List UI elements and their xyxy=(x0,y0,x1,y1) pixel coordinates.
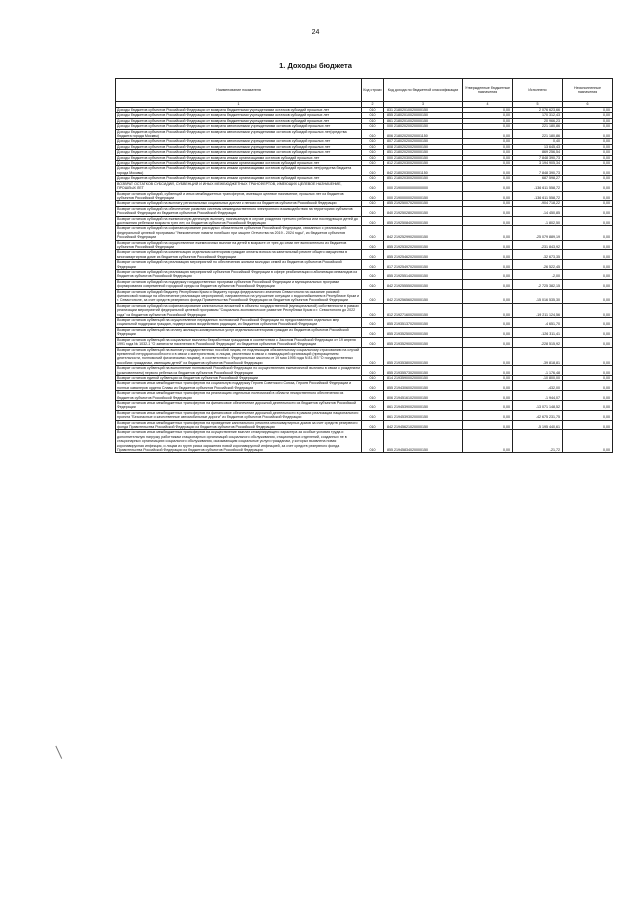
row-executed: 221 180,86 xyxy=(513,129,563,139)
column-number: 6 xyxy=(563,102,613,108)
row-line-code: 010 xyxy=(362,381,384,391)
row-unexecuted: 0,00 xyxy=(563,216,613,226)
row-executed: 7 848 390,73 xyxy=(513,155,563,160)
row-budget-code: 806 21945161020000150 xyxy=(384,391,463,401)
row-budget-code: 855 21925462020000150 xyxy=(384,250,463,260)
row-name: Доходы бюджетов субъектов Российской Федерации от возврата иными организациями остатков субсидий прошлых лет xyxy=(116,161,362,166)
row-unexecuted: 0,00 xyxy=(563,279,613,289)
row-executed: 20 966,23 xyxy=(513,118,563,123)
row-unexecuted: 0,00 xyxy=(563,327,613,337)
table-row xyxy=(116,270,613,280)
row-name: Доходы бюджетов субъектов Российской Федерации от возврата автономными учреждениями остатков субсидий прошлых лет(средства бюджета города Москвы) xyxy=(116,129,362,139)
row-budget-code: 855 21925007020000150 xyxy=(384,201,463,206)
row-budget-code: 812 21802030020000150 xyxy=(384,161,463,166)
row-approved: 0,00 xyxy=(463,420,513,430)
row-unexecuted: 0,00 xyxy=(563,270,613,280)
row-name: Возврат остатков субсидий на реализацию мероприятий субъектов Российской Федерации в сфере реабилитации и абилитации инвалидов из бюджетов субъектов Российской Федерации xyxy=(116,270,362,280)
row-budget-code: 855 21943060020000150 xyxy=(384,381,463,391)
column-number: 5 xyxy=(513,102,563,108)
row-executed: -5 195 440,61 xyxy=(513,420,563,430)
row-unexecuted: 0,00 xyxy=(563,150,613,155)
row-unexecuted: 0,00 xyxy=(563,206,613,216)
row-name: Доходы бюджетов субъектов Российской Федерации от возврата иными организациями остатков субсидий прошлых лет xyxy=(116,155,362,160)
row-line-code: 010 xyxy=(362,318,384,328)
table-row xyxy=(116,430,613,453)
table-row xyxy=(116,279,613,289)
row-name: Доходы бюджетов субъектов Российской Федерации от возврата иными организациями остатков субсидий прошлых лет(средства бюджета города Москвы) xyxy=(116,166,362,176)
row-budget-code: 831 21802010020000150 xyxy=(384,108,463,113)
row-approved: 0,00 xyxy=(463,113,513,118)
row-name: Возврат остатков субвенций на выплату государственных пособий лицам, не подлежащим обязательному социальному страхованию на случай временной нетрудоспособности и в связи с материнством, и лицам, уволенным в связи с ликвидацией организаций (прекращением деятельности, полномочий физическими лицами), в соответствии с Федеральным законом от 19 мая 1995 года N 81-ФЗ "О государственных пособиях гражданам, имеющим детей" из бюджетов субъектов Российской Федерации xyxy=(116,347,362,366)
row-line-code: 010 xyxy=(362,144,384,149)
row-unexecuted: 0,00 xyxy=(563,113,613,118)
row-budget-code: 855 21925302020000150 xyxy=(384,240,463,250)
row-unexecuted: 0,00 xyxy=(563,166,613,176)
row-line-code: 010 xyxy=(362,366,384,376)
row-line-code: 010 xyxy=(362,191,384,201)
column-number: 4 xyxy=(463,102,513,108)
row-line-code: 010 xyxy=(362,347,384,366)
row-line-code: 010 xyxy=(362,201,384,206)
row-unexecuted: 0,00 xyxy=(563,139,613,144)
row-name: Возврат остатков субвенций на выполнение полномочий Российской Федерации по осуществлению ежемесячной выплаты в связи с рождением (усыновлением) первого ребенка из бюджетов субъектов Российской Федерации xyxy=(117,366,360,375)
row-name: Возврат остатков иных межбюджетных трансфертов на финансовое обеспечение дорожной деятельности в рамках реализации национального проекта "Безопасные и качественные автомобильные дороги" из бюджетов субъектов Российской Федерации xyxy=(116,410,362,420)
row-budget-code: 817 21925497020000150 xyxy=(384,260,463,270)
row-name: Доходы бюджетов субъектов Российской Федерации от возврата бюджетными учреждениями остатков субсидий прошлых лет xyxy=(116,118,362,123)
row-executed: -4 651,70 xyxy=(513,318,563,328)
row-unexecuted: 0,00 xyxy=(563,118,613,123)
row-line-code: 010 xyxy=(362,250,384,260)
row-name: Доходы бюджетов субъектов Российской Федерации от возврата иными организациями остатков субсидий прошлых лет xyxy=(116,176,362,181)
row-unexecuted: 0,00 xyxy=(563,391,613,401)
row-executed: -1 944,07 xyxy=(513,391,563,401)
table-row xyxy=(116,400,613,410)
row-executed: -2,00 xyxy=(513,270,563,280)
row-executed: -13 071 148,52 xyxy=(513,400,563,410)
row-budget-code: 842 21925299020000150 xyxy=(384,226,463,240)
row-unexecuted: 0,00 xyxy=(563,201,613,206)
table-body xyxy=(116,108,613,453)
row-approved: 0,00 xyxy=(463,161,513,166)
row-budget-code: 842 21925555020000150 xyxy=(384,279,463,289)
row-line-code: 010 xyxy=(362,108,384,113)
row-name: Доходы бюджетов субъектов Российской Федерации от возврата автономными учреждениями остатков субсидий прошлых лет xyxy=(116,124,362,129)
row-unexecuted: 0,00 xyxy=(563,430,613,453)
row-budget-code: 855 21935250020000150 xyxy=(384,327,463,337)
table-row xyxy=(116,129,613,139)
row-line-code: 010 xyxy=(362,327,384,337)
row-budget-code: 855 21935380020000150 xyxy=(384,347,463,366)
row-unexecuted: 0,00 xyxy=(563,337,613,347)
row-budget-code: 000 21802020020000150 xyxy=(384,124,463,129)
row-unexecuted: 0,00 xyxy=(563,250,613,260)
row-budget-code: 851 21802020020000150 xyxy=(384,150,463,155)
table-row xyxy=(116,337,613,347)
row-executed: -42 675 231,75 xyxy=(513,410,563,420)
row-executed: -126 311,41 xyxy=(513,327,563,337)
table-row xyxy=(116,391,613,401)
row-budget-code: 855 21935290020000150 xyxy=(384,337,463,347)
row-line-code: 010 xyxy=(362,216,384,226)
row-name: Возврат остатков единой субвенции из бюджетов субъектов Российской Федерации xyxy=(116,375,362,380)
row-name: Возврат остатков иных межбюджетных трансфертов на реализацию отдельных полномочий в области лекарственного обеспечения из бюджетов субъектов Российской Федерации xyxy=(116,391,362,401)
row-name: Возврат остатков субсидий на ежемесячную денежную выплату, назначаемую в случае рождения третьего ребенка или последующих детей до достижения ребенком возраста трех лет, из бюджетов субъектов Российской Федерации xyxy=(116,216,362,226)
row-line-code: 010 xyxy=(362,139,384,144)
row-name: Возврат остатков субвенций на социальные выплаты безработным гражданам в соответствии с Законом Российской Федерации от 19 апреля 1991 года № 1032-1 "О занятости населения в Российской Федерации" из бюджетов субъектов Российской Федерации xyxy=(116,337,362,347)
row-budget-code: 861 21945393020000150 xyxy=(384,410,463,420)
table-row xyxy=(116,303,613,317)
row-line-code: 010 xyxy=(362,337,384,347)
row-unexecuted: 0,00 xyxy=(563,108,613,113)
row-budget-code: 812 21927160020000150 xyxy=(384,303,463,317)
table-row xyxy=(116,410,613,420)
row-executed: -32 673,35 xyxy=(513,250,563,260)
row-executed: -228 515,92 xyxy=(513,337,563,347)
row-budget-code: 855 21935573020000150 xyxy=(384,366,463,376)
table-row xyxy=(116,327,613,337)
row-approved: 0,00 xyxy=(463,260,513,270)
row-unexecuted: 0,00 xyxy=(563,124,613,129)
header-approved: Утвержденные бюджетные назначения xyxy=(463,79,513,102)
row-unexecuted: 0,00 xyxy=(563,381,613,391)
row-name: Возврат остатков субсидий на поддержку государственных программ субъектов Российской Федерации и муниципальных программ формирования современной городской среды из бюджетов субъектов Российской Федерации xyxy=(116,279,362,289)
row-name: Доходы бюджетов субъектов Российской Федерации от возврата бюджетными учреждениями остатков субсидий прошлых лет xyxy=(116,113,362,118)
row-name: Возврат остатков субвенций на оплату жилищно-коммунальных услуг отдельным категориям граждан из бюджетов субъектов Российской Федерации xyxy=(116,327,362,337)
row-approved: 0,00 xyxy=(463,144,513,149)
table-row xyxy=(116,191,613,201)
row-line-code: 010 xyxy=(362,430,384,453)
row-line-code: 010 xyxy=(362,289,384,303)
row-unexecuted: 0,00 xyxy=(563,410,613,420)
row-executed: 3 194 905,34 xyxy=(513,161,563,166)
row-line-code: 010 xyxy=(362,113,384,118)
row-approved: 0,00 xyxy=(463,166,513,176)
table-row xyxy=(116,166,613,176)
row-name: Возврат остатков субсидий на софинансирование капитальных вложений в объекты государственной (муниципальной) собственности в рамках реализации мероприятий федеральной целевой программы "Социально-экономическое развитие Республики Крым и г. Севастополя до 2022 года" из бюджетов субъектов Российской Федерации xyxy=(116,303,362,317)
row-budget-code: 842 21802030020001150 xyxy=(384,166,463,176)
table-row xyxy=(116,366,613,376)
row-approved: 0,00 xyxy=(463,240,513,250)
row-executed: -904 718,22 xyxy=(513,201,563,206)
pen-mark xyxy=(55,743,67,759)
row-executed: 687 598,27 xyxy=(513,176,563,181)
row-budget-code: 814 21935900020000150 xyxy=(384,375,463,380)
row-line-code: 010 xyxy=(362,150,384,155)
row-approved: 0,00 xyxy=(463,108,513,113)
row-executed: 170 312,43 xyxy=(513,113,563,118)
row-budget-code: 855 21925084020000150 xyxy=(384,216,463,226)
row-executed: 7 848 390,73 xyxy=(513,166,563,176)
row-budget-code: 861 21802010020000150 xyxy=(384,118,463,123)
row-name: Доходы бюджетов субъектов Российской Федерации от возврата автономными учреждениями остатков субсидий прошлых лет xyxy=(116,150,362,155)
row-executed: -1 176,48 xyxy=(513,366,563,376)
table-row xyxy=(116,181,613,191)
column-number: 1 xyxy=(116,102,362,108)
row-name: Возврат остатков субсидий на выплату региональных социальных доплат к пенсии из бюджетов субъектов Российской Федерации xyxy=(116,201,362,206)
row-budget-code: 855 21802010020000150 xyxy=(384,113,463,118)
row-unexecuted: 0,00 xyxy=(563,303,613,317)
row-approved: 0,00 xyxy=(463,337,513,347)
row-executed: -1 802,50 xyxy=(513,216,563,226)
row-line-code: 010 xyxy=(362,129,384,139)
row-name: Доходы бюджетов субъектов Российской Федерации от возврата бюджетными учреждениями остатков субсидий прошлых лет xyxy=(116,108,362,113)
row-approved: 0,00 xyxy=(463,400,513,410)
row-executed: -25 079 889,19 xyxy=(513,226,563,240)
row-executed: -10 800,00 xyxy=(513,375,563,380)
row-unexecuted: 0,00 xyxy=(563,375,613,380)
row-line-code: 010 xyxy=(362,206,384,216)
row-approved: 0,00 xyxy=(463,150,513,155)
row-approved: 0,00 xyxy=(463,201,513,206)
row-line-code: 010 xyxy=(362,279,384,289)
row-budget-code: 851 21802030020000150 xyxy=(384,176,463,181)
row-approved: 0,00 xyxy=(463,250,513,260)
row-executed: -432,00 xyxy=(513,381,563,391)
row-name: Возврат остатков иных межбюджетных трансфертов на финансовое обеспечение дорожной деятельности из бюджетов субъектов Российской Федерации xyxy=(116,400,362,410)
table-row xyxy=(116,250,613,260)
row-approved: 0,00 xyxy=(463,206,513,216)
section-title: 1. Доходы бюджета xyxy=(279,61,352,70)
row-executed: -2 725 382,15 xyxy=(513,279,563,289)
row-line-code: 010 xyxy=(362,240,384,250)
row-approved: 0,00 xyxy=(463,216,513,226)
table-row xyxy=(116,226,613,240)
row-executed: 221 180,86 xyxy=(513,124,563,129)
row-approved: 0,00 xyxy=(463,381,513,391)
row-executed: 2 076 623,66 xyxy=(513,108,563,113)
row-approved: 0,00 xyxy=(463,366,513,376)
row-line-code: 010 xyxy=(362,410,384,420)
row-unexecuted: 0,00 xyxy=(563,161,613,166)
page-number: 24 xyxy=(311,29,320,36)
row-line-code: 010 xyxy=(362,270,384,280)
table-row xyxy=(116,347,613,366)
row-unexecuted: 0,00 xyxy=(563,181,613,191)
row-executed: 13 645,43 xyxy=(513,144,563,149)
row-unexecuted: 0,00 xyxy=(563,129,613,139)
row-line-code: 010 xyxy=(362,176,384,181)
row-name: Возврат остатков субсидий на обеспечение развития системы межведомственного электронного взаимодействия на территориях субъектов Российской Федерации из бюджетов субъектов Российской Федерации xyxy=(116,206,362,216)
row-unexecuted: 0,00 xyxy=(563,366,613,376)
row-line-code: 010 xyxy=(362,226,384,240)
header-unexecuted: Неисполненные назначения xyxy=(563,79,613,102)
row-approved: 0,00 xyxy=(463,191,513,201)
row-unexecuted: 0,00 xyxy=(563,318,613,328)
row-budget-code: 842 21945621020000150 xyxy=(384,420,463,430)
row-unexecuted: 0,00 xyxy=(563,191,613,201)
row-budget-code: 000 21802030020000150 xyxy=(384,155,463,160)
row-line-code: 010 xyxy=(362,181,384,191)
row-unexecuted: 0,00 xyxy=(563,289,613,303)
row-budget-code: 855 21945834020000150 xyxy=(384,430,463,453)
table-row xyxy=(116,206,613,216)
row-name: Возврат остатков субсидий на компенсацию отдельным категориям граждан оплаты взноса на капитальный ремонт общего имущества в многоквартирном доме из бюджетов субъектов Российской Федерации xyxy=(116,250,362,260)
row-executed: -14 450,85 xyxy=(513,206,563,216)
row-approved: 0,00 xyxy=(463,430,513,453)
row-budget-code: 808 21802020020000150 xyxy=(384,144,463,149)
row-name: Возврат остатков субсидий, субвенций и иных межбюджетных трансфертов, имеющих целевое назначение, прошлых лет из бюджетов субъектов Российской Федерации xyxy=(116,191,362,201)
row-budget-code: 840 21925028020000150 xyxy=(384,206,463,216)
row-name: Возврат остатков иных межбюджетных трансфертов на проведение капитального ремонта многоквартирных домов за счет средств резервного фонда Правительства Российской Федерации из бюджетов субъектов Российской Федерации xyxy=(116,420,362,430)
table-row xyxy=(116,318,613,328)
row-unexecuted: 0,00 xyxy=(563,176,613,181)
row-approved: 0,00 xyxy=(463,303,513,317)
row-approved: 0,00 xyxy=(463,279,513,289)
row-executed: 0,40 xyxy=(513,139,563,144)
row-line-code: 010 xyxy=(362,420,384,430)
revenue-table xyxy=(115,78,613,453)
row-executed: -39 818,81 xyxy=(513,347,563,366)
row-name: ВОЗВРАТ ОСТАТКОВ СУБСИДИЙ, СУБВЕНЦИЙ И ИНЫХ МЕЖБЮДЖЕТНЫХ ТРАНСФЕРТОВ, ИМЕЮЩИХ ЦЕЛЕВОЕ НАЗНАЧЕНИЕ, ПРОШЛЫХ ЛЕТ xyxy=(116,181,362,191)
row-line-code: 010 xyxy=(362,166,384,176)
table-row xyxy=(116,260,613,270)
row-name: Возврат остатков субсидий бюджету Республики Крым и бюджету города федерального значения Севастополя на оказание разовой финансовой помощи на обеспечение реализации мероприятий, направленных на улучшение ситуации с водоснабжением в Республике Крым и г. Севастополе, за счет средств резервного фонда Правительства Российской Федерации из бюджетов субъектов Российской Федерации xyxy=(116,289,362,303)
row-unexecuted: 0,00 xyxy=(563,144,613,149)
row-approved: 0,00 xyxy=(463,347,513,366)
row-line-code: 010 xyxy=(362,161,384,166)
row-executed: -26 522,45 xyxy=(513,260,563,270)
row-approved: 0,00 xyxy=(463,181,513,191)
row-name: Доходы бюджетов субъектов Российской Федерации от возврата автономными учреждениями остатков субсидий прошлых лет xyxy=(116,139,362,144)
row-approved: 0,00 xyxy=(463,270,513,280)
column-number: 2 xyxy=(362,102,384,108)
row-budget-code: 806 21802020020001150 xyxy=(384,129,463,139)
row-executed: 869 256,54 xyxy=(513,150,563,155)
row-unexecuted: 0,00 xyxy=(563,420,613,430)
row-line-code: 010 xyxy=(362,375,384,380)
header-budget-code: Код дохода по бюджетной классификации xyxy=(384,79,463,102)
row-approved: 0,00 xyxy=(463,391,513,401)
row-line-code: 010 xyxy=(362,155,384,160)
row-name: Возврат остатков субсидий на софинансирование расходных обязательств субъектов Российской Федерации, связанных с реализацией федеральной целевой программы "Увековечение памяти погибших при защите Отечества на 2019 - 2024 годы", из бюджетов субъектов Российской Федерации xyxy=(116,226,362,240)
row-budget-code: 842 21925656020000150 xyxy=(384,289,463,303)
row-executed: -136 611 558,72 xyxy=(513,181,563,191)
row-executed: -15 016 535,30 xyxy=(513,289,563,303)
row-line-code: 010 xyxy=(362,303,384,317)
row-line-code: 010 xyxy=(362,260,384,270)
row-name: Возврат остатков субсидий на реализацию мероприятий по обеспечению жильем молодых семей из бюджетов субъектов Российской Федерации xyxy=(116,260,362,270)
row-budget-code: 807 21802020020000150 xyxy=(384,139,463,144)
row-line-code: 010 xyxy=(362,118,384,123)
header-line-code: Код строки xyxy=(362,79,384,102)
row-executed: -231 843,92 xyxy=(513,240,563,250)
row-approved: 0,00 xyxy=(463,139,513,144)
row-approved: 0,00 xyxy=(463,118,513,123)
row-unexecuted: 0,00 xyxy=(563,155,613,160)
row-name: Возврат остатков иных межбюджетных трансфертов на социальную поддержку Героев Советского Союза, Героев Российской Федерации и полных кавалеров ордена Славы из бюджетов субъектов Российской Федерации xyxy=(116,381,362,391)
row-unexecuted: 0,00 xyxy=(563,260,613,270)
row-approved: 0,00 xyxy=(463,226,513,240)
table-row xyxy=(116,240,613,250)
row-unexecuted: 0,00 xyxy=(563,400,613,410)
header-name: Наименование показателя xyxy=(116,79,362,102)
row-approved: 0,00 xyxy=(463,176,513,181)
column-number: 3 xyxy=(384,102,463,108)
row-approved: 0,00 xyxy=(463,155,513,160)
row-unexecuted: 0,00 xyxy=(563,347,613,366)
row-name: Возврат остатков субвенций на осуществление переданных полномочий Российской Федерации по предоставлению отдельных мер социальной поддержки граждан, подвергшихся воздействию радиации, из бюджетов субъектов Российской Федерации xyxy=(116,318,362,328)
row-approved: 0,00 xyxy=(463,318,513,328)
row-budget-code: 855 21925514020000150 xyxy=(384,270,463,280)
row-approved: 0,00 xyxy=(463,129,513,139)
row-unexecuted: 0,00 xyxy=(563,226,613,240)
header-executed: Исполнено xyxy=(513,79,563,102)
row-line-code: 010 xyxy=(362,400,384,410)
table-row xyxy=(116,381,613,391)
row-executed: -19 211 124,56 xyxy=(513,303,563,317)
row-budget-code: 855 21935137020000150 xyxy=(384,318,463,328)
row-name: Возврат остатков иных межбюджетных трансфертов на осуществление выплат стимулирующего характера за особые условия труда и дополнительную нагрузку работникам стационарных организаций социального обслуживания, стационарных отделений, созданных не в стационарных организациях социального обслуживания, оказывающим социальные услуги гражданам, у которых выявлена новая коронавирусная инфекция, и лицам из групп риска заражения новой коронавирусной инфекцией, за счет средств резервного фонда Правительства Российской Федерации из бюджетов субъектов Российской Федерации xyxy=(116,430,362,453)
row-unexecuted: 0,00 xyxy=(563,240,613,250)
row-approved: 0,00 xyxy=(463,410,513,420)
row-name: Возврат остатков субсидий на осуществление ежемесячных выплат на детей в возрасте от трех до семи лет включительно из бюджетов субъектов Российской Федерации xyxy=(116,240,362,250)
row-line-code: 010 xyxy=(362,391,384,401)
table-row xyxy=(116,289,613,303)
table-row xyxy=(116,216,613,226)
row-approved: 0,00 xyxy=(463,375,513,380)
row-executed: -21,72 xyxy=(513,430,563,453)
header-row xyxy=(116,79,613,102)
row-name: Доходы бюджетов субъектов Российской Федерации от возврата автономными учреждениями остатков субсидий прошлых лет xyxy=(116,144,362,149)
row-budget-code: 000 21900000020000150 xyxy=(384,191,463,201)
row-approved: 0,00 xyxy=(463,124,513,129)
table-row xyxy=(116,420,613,430)
row-budget-code: 861 21945390020000150 xyxy=(384,400,463,410)
row-budget-code: 000 21900000000000000 xyxy=(384,181,463,191)
row-approved: 0,00 xyxy=(463,289,513,303)
row-line-code: 010 xyxy=(362,124,384,129)
row-executed: -136 611 558,72 xyxy=(513,191,563,201)
row-approved: 0,00 xyxy=(463,327,513,337)
